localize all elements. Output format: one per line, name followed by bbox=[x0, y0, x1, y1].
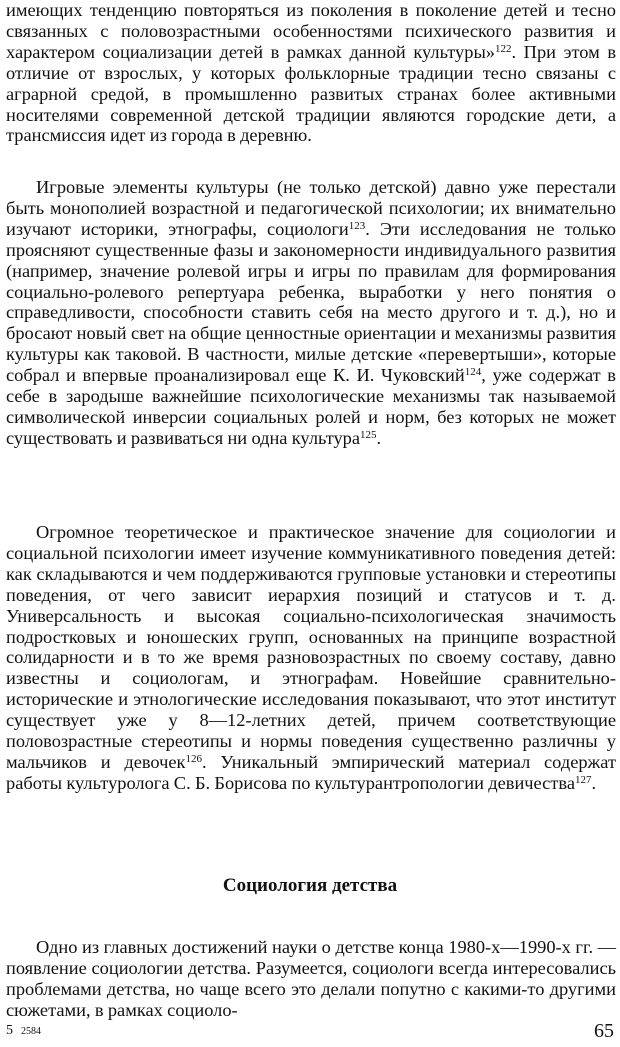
footnote-ref: 125 bbox=[360, 428, 377, 441]
paragraph-text: . bbox=[376, 427, 382, 448]
paragraph-text: Игровые элементы культуры (не только детской) давно уже перестали быть монополией возрастной и педагогической психологии; их внимательно изучают историки, этнографы, социологи bbox=[6, 177, 616, 239]
paragraph bbox=[6, 522, 616, 794]
signature-mark: 5 bbox=[6, 1023, 13, 1038]
footnote-ref: 123 bbox=[348, 219, 366, 232]
paragraph-text: Огромное теоретическое и практическое значение для социологии и социальной психологии имеет изучение коммуникативного поведения детей: как складываются и чем поддерживаются групповые установки и стереотипы поведения, от чего зависит иерархия позиций и статусов и т. д. Универсальность и высокая социально-психологическая значимость подростковых и юношеских групп, основанных на принципе возрастной солидарности и в то же время разновозрастных по своему составу, давно известны и социологам, и этнографам. Новейшие сравнительно-исторические и этнологические исследования показывают, что этот институт существует уже у 8—12-летних детей, причем соответствующие половозрастные стереотипы и нормы поведения существенно различны у мальчиков и девочек bbox=[6, 522, 616, 772]
footer-signature bbox=[6, 1023, 41, 1040]
paragraph-text: . bbox=[591, 772, 597, 793]
paragraph-text: Одно из главных достижений науки о детстве конца 1980-х—1990-х гг. — появление социологии детства. Разумеется, социологи всегда интересовались проблемами детства, но чаще всего это делали попутно с какими-то другими сюжетами, в рамках социоло- bbox=[6, 937, 616, 1020]
paragraph bbox=[6, 937, 616, 1021]
page-number: 65 bbox=[594, 1020, 614, 1042]
paragraph-text: , уже содержат в себе в зародыше важнейшие психологические механизмы так называемой символической инверсии социальных ролей и норм, без которых не может существовать и развиваться ни одна культура bbox=[6, 365, 616, 448]
print-code: 2584 bbox=[21, 1026, 41, 1037]
paragraph bbox=[6, 0, 616, 146]
paragraph bbox=[6, 177, 616, 449]
paragraph-text: имеющих тенденцию повторяться из поколения в поколение детей и тесно связанных с половозрастными особенностями психического развития и характером социализации детей в рамках данной культуры» bbox=[6, 0, 616, 62]
paragraph-text: . Уникальный эмпирический материал содержат работы культуролога С. Б. Борисова по культурантропологии девичества bbox=[6, 751, 616, 793]
paragraph-text: . При этом в отличие от взрослых, у которых фольклорные традиции тесно связаны с аграрной средой, в промышленно развитых странах более активными носителями современной детской традиции являются городские дети, а трансмиссия идет из города в деревню. bbox=[6, 41, 616, 146]
footnote-ref: 122 bbox=[495, 42, 512, 55]
footnote-ref: 124 bbox=[464, 366, 482, 379]
section-heading: Социология детства bbox=[222, 875, 398, 896]
paragraph-text: . Эти исследования не только проясняют существенные фазы и закономерности индивидуального развития (например, значение ролевой игры и игры по правилам для формирования социально-ролевого репертуара ребенка, выработки у него понятия о справедливости, способности ставить себя на место другого и т. д.), но и бросают новый свет на общие ценностные ориентации и механизмы развития культуры как таковой. В частности, милые детские «перевертыши», которые собрал и впервые проанализировал еще К. И. Чуковский bbox=[6, 218, 616, 386]
footnote-ref: 127 bbox=[574, 773, 592, 786]
footnote-ref: 126 bbox=[185, 752, 202, 765]
